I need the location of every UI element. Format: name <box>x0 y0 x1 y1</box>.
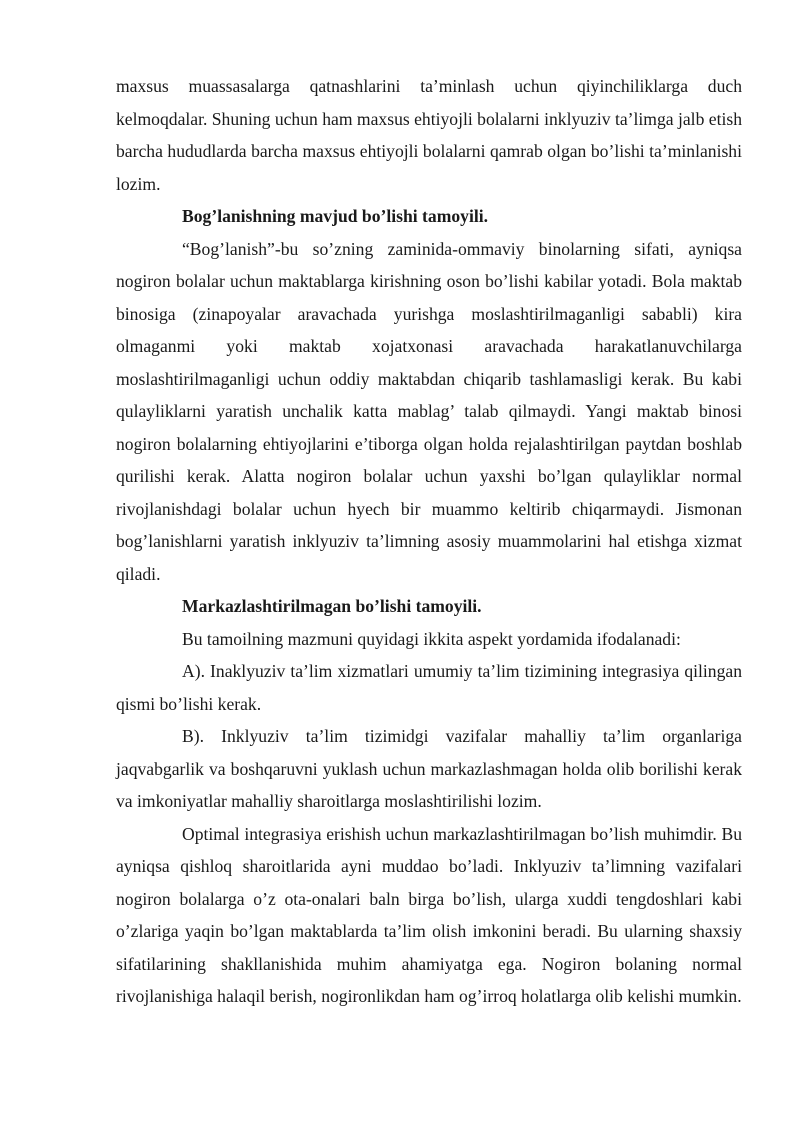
paragraph-aspects-intro: Bu tamoilning mazmuni quyidagi ikkita aspekt yordamida ifodalanadi: <box>182 628 681 649</box>
heading-decentralization-principle: Markazlashtirilmagan bo’lishi tamoyili. <box>182 596 482 616</box>
paragraph-aspect-b: B). Inklyuziv ta’lim tizimidgi vazifalar mahalliy ta’lim organlariga jaqvabgarlik va boshqaruvni yuklash uchun markazlashmagan holda olib borilishi kerak va imkoniyatlar mahalliy sharoitlarga moslashtirilishi lozim. <box>116 726 742 811</box>
heading-connectivity-principle: Bog’lanishning mavjud bo’lishi tamoyili. <box>182 206 489 226</box>
document-page <box>116 70 742 1013</box>
paragraph-optimal-integration: Optimal integrasiya erishish uchun markazlashtirilmagan bo’lish muhimdir. Bu ayniqsa qishloq sharoitlarida ayni muddao bo’ladi. Inklyuziv ta’limning vazifalari nogiron bolalarga o’z ota-onalari baln birga bo’lish, ularga xuddi tengdoshlari kabi o’zlariga yaqin bo’lgan maktablarda ta’lim olish imkonini beradi. Bu ularning shaxsiy sifatilarining shakllanishida muhim ahamiyatga ega. Nogiron bolaning normal rivojlanishiga halaqil berish, nogironlikdan ham og’irroq holatlarga olib kelishi mumkin. <box>116 823 742 1006</box>
paragraph-aspect-a: A). Inaklyuziv ta’lim xizmatlari umumiy ta’lim tizimining integrasiya qilingan qismi bo’lishi kerak. <box>116 661 742 714</box>
paragraph-connectivity: “Bog’lanish”-bu so’zning zaminida-ommaviy binolarning sifati, ayniqsa nogiron bolalar uchun maktablarga kirishning oson bo’lishi kabilar yotadi. Bola maktab binosiga (zinapoyalar aravachada yurishga moslashtirilmaganligi sababli) kira olmaganmi yoki maktab xojatxonasi aravachada harakatlanuvchilarga moslashtirilmaganligi uchun oddiy maktabdan chiqarib tashlamasligi kerak. Bu kabi qulayliklarni yaratish unchalik katta mablag’ talab qilmaydi. Yangi maktab binosi nogiron bolalarning ehtiyojlarini e’tiborga olgan holda rejalashtirilgan paytdan boshlab qurilishi kerak. Alatta nogiron bolalar uchun yaxshi bo’lgan qulayliklar normal rivojlanishdagi bolalar uchun hyech bir muammo keltirib chiqarmaydi. Jismonan bog’lanishlarni yaratish inklyuziv ta’limning asosiy muammolarini hal etishga xizmat qiladi. <box>116 238 742 584</box>
paragraph-intro: maxsus muassasalarga qatnashlarini ta’minlash uchun qiyinchiliklarga duch kelmoqdalar. Shuning uchun ham maxsus ehtiyojli bolalarni inklyuziv ta’limga jalb etish barcha hududlarda barcha maxsus ehtiyojli bolalarni qamrab olgan bo’lishi ta’minlanishi lozim. <box>116 76 742 194</box>
